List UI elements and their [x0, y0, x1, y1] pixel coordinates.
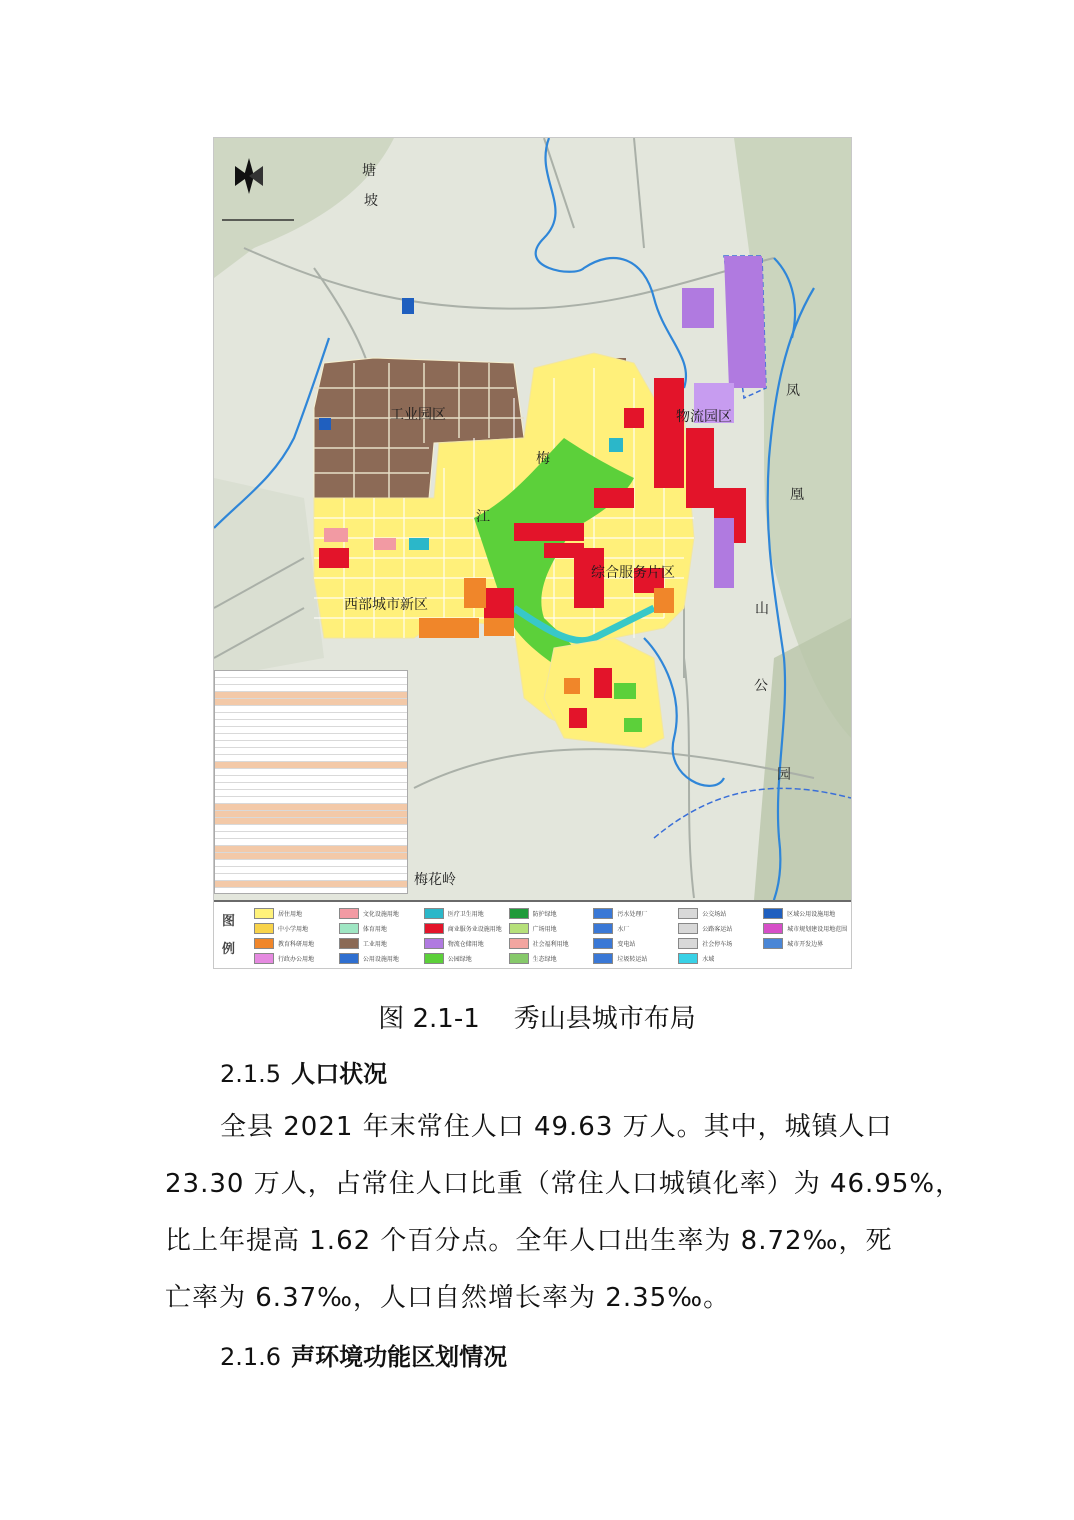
- legend-item: [424, 953, 509, 963]
- paragraph-line: 亡率为 6.37‰，人口自然增长率为 2.35‰。: [165, 1283, 731, 1313]
- legend-label: 物流仓储用地: [447, 940, 484, 948]
- legend-label: 社会福利用地: [532, 940, 569, 948]
- legend-label: 水域: [702, 955, 715, 963]
- label-jiang: 江: [476, 509, 490, 525]
- legend-label: 变电站: [617, 940, 636, 948]
- legend-swatch: [763, 938, 783, 949]
- land-use-table: [214, 670, 408, 894]
- legend-label: 广场用地: [532, 925, 557, 933]
- paragraph-line: 23.30 万人，占常住人口比重（常住人口城镇化率）为 46.95%，: [165, 1169, 963, 1199]
- legend-item: [254, 938, 339, 948]
- legend-swatch: [339, 923, 359, 934]
- section-heading-population: [220, 1054, 387, 1089]
- label-huang: 凰: [790, 487, 804, 503]
- legend-label: 防护绿地: [532, 910, 557, 918]
- legend-swatch: [593, 908, 613, 919]
- label-feng: 凤: [786, 383, 800, 399]
- legend-item: [593, 923, 678, 933]
- legend-item: [424, 923, 509, 933]
- section-number: 2.1.5: [220, 1060, 282, 1088]
- legend-swatch: [509, 923, 529, 934]
- legend-item: [509, 953, 594, 963]
- legend-swatch: [339, 953, 359, 964]
- legend-swatch: [509, 953, 529, 964]
- label-po: 坡: [364, 193, 378, 209]
- legend-swatch: [678, 938, 698, 949]
- legend-swatch: [763, 923, 783, 934]
- caption-title: 秀山县城市布局: [513, 1004, 696, 1034]
- legend-item: [678, 923, 763, 933]
- legend-swatch: [763, 908, 783, 919]
- legend-swatch: [424, 908, 444, 919]
- legend-swatch: [593, 923, 613, 934]
- label-service-zone: 综合服务片区: [591, 565, 675, 581]
- legend-item: [339, 938, 424, 948]
- section-heading-acoustic: [220, 1337, 507, 1372]
- figure-caption: [0, 998, 1074, 1035]
- legend-label: 区域公用设施用地: [787, 910, 836, 918]
- legend-item: [763, 923, 848, 933]
- city-layout-map: [213, 137, 852, 969]
- legend-item: [254, 923, 339, 933]
- legend-swatch: [509, 908, 529, 919]
- caption-number: 图 2.1-1: [378, 1004, 480, 1034]
- legend-swatch: [593, 953, 613, 964]
- paragraph-line: 全县 2021 年末常住人口 49.63 万人。其中，城镇人口: [220, 1112, 893, 1142]
- legend-label: 社会停车场: [702, 940, 733, 948]
- legend-item: [509, 923, 594, 933]
- legend-item: [254, 908, 339, 918]
- legend-item: [593, 938, 678, 948]
- label-logistics-zone: 物流园区: [676, 409, 732, 425]
- label-meihua-ridge: 梅花岭: [414, 872, 456, 888]
- label-gong: 公: [754, 678, 768, 694]
- legend-label: 文化设施用地: [362, 910, 399, 918]
- legend-title-li: 例: [222, 942, 236, 957]
- legend-label: 城市规划建设用地范围: [787, 925, 848, 933]
- label-yuan: 园: [777, 767, 791, 783]
- legend-item: [593, 953, 678, 963]
- legend-item: [678, 908, 763, 918]
- legend-label: 商业服务业设施用地: [447, 925, 502, 933]
- legend-swatch: [254, 908, 274, 919]
- section-number: 2.1.6: [220, 1343, 282, 1371]
- paragraph-line: 比上年提高 1.62 个百分点。全年人口出生率为 8.72‰，死: [165, 1226, 893, 1256]
- map-legend: [214, 900, 851, 969]
- legend-swatch: [678, 953, 698, 964]
- section-title: 人口状况: [291, 1060, 388, 1088]
- legend-swatch: [339, 908, 359, 919]
- legend-label: 生态绿地: [532, 955, 557, 963]
- legend-swatch: [678, 908, 698, 919]
- label-west-district: 西部城市新区: [344, 597, 428, 613]
- legend-label: 行政办公用地: [278, 955, 315, 963]
- legend-swatch: [339, 938, 359, 949]
- legend-label: 体育用地: [362, 925, 387, 933]
- legend-grid: [254, 908, 848, 963]
- label-shan: 山: [755, 601, 769, 617]
- legend-label: 教育科研用地: [278, 940, 315, 948]
- legend-label: 城市开发边界: [787, 940, 824, 948]
- legend-label: 工业用地: [362, 940, 387, 948]
- legend-item: [678, 938, 763, 948]
- legend-item: [593, 908, 678, 918]
- legend-item: [424, 908, 509, 918]
- section-title: 声环境功能区划情况: [291, 1343, 508, 1371]
- legend-item: [254, 953, 339, 963]
- legend-swatch: [424, 953, 444, 964]
- label-industrial-zone: 工业园区: [390, 407, 446, 423]
- legend-swatch: [678, 923, 698, 934]
- population-paragraph: [165, 1099, 963, 1327]
- legend-item: [509, 938, 594, 948]
- legend-label: 垃圾转运站: [617, 955, 648, 963]
- legend-item: [339, 908, 424, 918]
- legend-label: 医疗卫生用地: [447, 910, 484, 918]
- legend-item: [339, 953, 424, 963]
- legend-swatch: [509, 938, 529, 949]
- legend-item: [763, 938, 848, 948]
- legend-label: 公用设施用地: [362, 955, 399, 963]
- legend-item: [424, 938, 509, 948]
- legend-label: 中小学用地: [278, 925, 309, 933]
- legend-label: 水厂: [617, 925, 630, 933]
- legend-swatch: [593, 938, 613, 949]
- legend-label: 公园绿地: [447, 955, 472, 963]
- legend-swatch: [254, 938, 274, 949]
- legend-swatch: [424, 938, 444, 949]
- label-mei: 梅: [536, 451, 550, 467]
- legend-item: [678, 953, 763, 963]
- legend-swatch: [424, 923, 444, 934]
- legend-label: 居住用地: [278, 910, 303, 918]
- legend-item: [509, 908, 594, 918]
- legend-title-tu: 图: [222, 914, 236, 929]
- legend-label: 公交场站: [702, 910, 727, 918]
- legend-swatch: [254, 953, 274, 964]
- legend-swatch: [254, 923, 274, 934]
- legend-item: [763, 908, 848, 918]
- legend-label: 公路客运站: [702, 925, 733, 933]
- legend-label: 污水处理厂: [617, 910, 648, 918]
- legend-item: [339, 923, 424, 933]
- label-tang: 塘: [362, 163, 376, 179]
